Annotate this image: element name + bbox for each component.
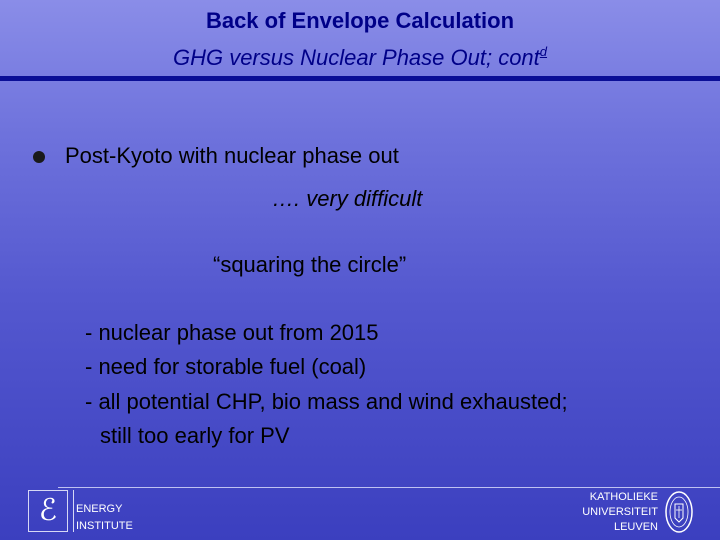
bullet-text: Post-Kyoto with nuclear phase out bbox=[65, 143, 399, 168]
subtitle-text: GHG versus Nuclear Phase Out; cont bbox=[172, 45, 540, 70]
university-line: KATHOLIEKE bbox=[589, 491, 658, 503]
institute-line: INSTITUTE bbox=[76, 520, 133, 532]
university-line: UNIVERSITEIT bbox=[582, 506, 658, 518]
logo-divider bbox=[73, 490, 74, 532]
energy-institute-logo bbox=[28, 490, 68, 532]
quote-text: “squaring the circle” bbox=[213, 252, 407, 277]
university-name bbox=[582, 490, 658, 535]
slide-header bbox=[0, 0, 720, 76]
header-divider bbox=[0, 76, 720, 81]
slide-subtitle bbox=[0, 44, 720, 71]
university-line: LEUVEN bbox=[613, 521, 658, 533]
institute-line: ENERGY bbox=[76, 503, 123, 515]
subtitle-superscript: d bbox=[539, 44, 548, 59]
list-item: - all potential CHP, bio mass and wind exhausted; bbox=[85, 389, 568, 414]
slide-title: Back of Envelope Calculation bbox=[205, 8, 515, 33]
energy-institute-label bbox=[76, 501, 133, 535]
list-item: - need for storable fuel (coal) bbox=[85, 354, 367, 379]
list-item: - nuclear phase out from 2015 bbox=[85, 320, 379, 345]
university-seal-icon bbox=[664, 490, 694, 534]
bullet-continuation: …. very difficult bbox=[272, 186, 423, 211]
energy-logo-icon: ℰ bbox=[38, 493, 58, 528]
bullet-icon bbox=[33, 151, 45, 163]
list-item-continuation: still too early for PV bbox=[100, 423, 290, 448]
footer-divider bbox=[58, 487, 720, 488]
